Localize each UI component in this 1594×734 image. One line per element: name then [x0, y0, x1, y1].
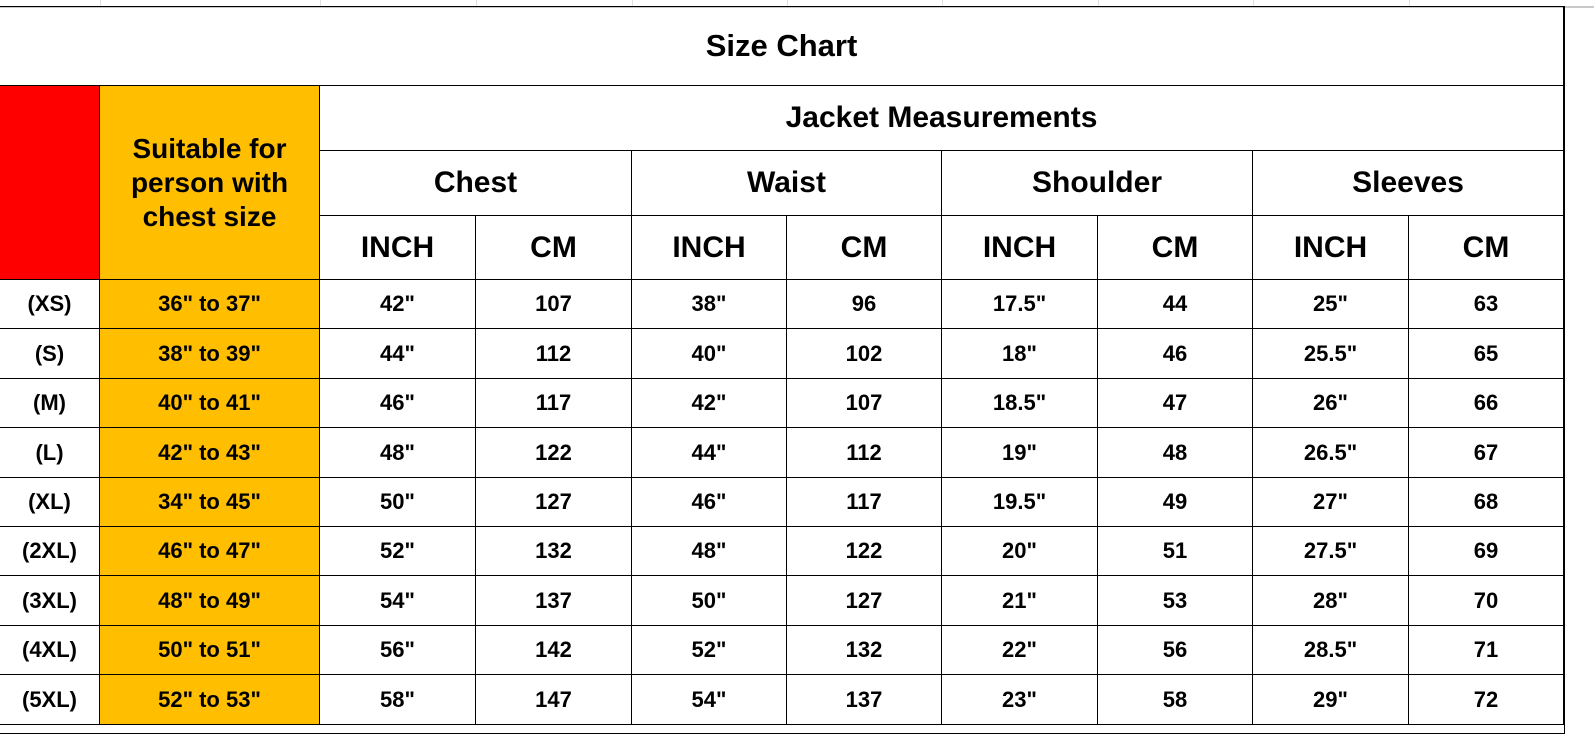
measurement-value: 38"	[632, 280, 787, 329]
measurement-value: 44"	[632, 428, 787, 478]
measurement-value: 67	[1409, 428, 1564, 478]
unit-header-inch: INCH	[1253, 216, 1409, 280]
measurement-value: 21"	[942, 576, 1098, 626]
measurement-value: 46"	[320, 379, 476, 428]
suitable-chest-range: 36" to 37"	[100, 280, 320, 329]
measurement-value: 48"	[632, 527, 787, 576]
measurement-value: 68	[1409, 478, 1564, 527]
measurement-value: 20"	[942, 527, 1098, 576]
suitable-chest-range: 34" to 45"	[100, 478, 320, 527]
measurement-value: 117	[787, 478, 942, 527]
measurement-value: 112	[787, 428, 942, 478]
measurement-value: 102	[787, 329, 942, 379]
measurement-value: 58	[1098, 675, 1253, 725]
measurement-value: 22"	[942, 626, 1098, 675]
size-label: (M)	[0, 379, 100, 428]
measurement-value: 42"	[632, 379, 787, 428]
measurement-value: 27.5"	[1253, 527, 1409, 576]
size-label: (4XL)	[0, 626, 100, 675]
measurement-value: 69	[1409, 527, 1564, 576]
measurement-value: 47	[1098, 379, 1253, 428]
measurement-value: 19"	[942, 428, 1098, 478]
measurement-value: 49	[1098, 478, 1253, 527]
measurement-value: 18.5"	[942, 379, 1098, 428]
measurement-value: 52"	[632, 626, 787, 675]
measurement-value: 28.5"	[1253, 626, 1409, 675]
measurement-value: 112	[476, 329, 632, 379]
size-label: (3XL)	[0, 576, 100, 626]
measurement-value: 23"	[942, 675, 1098, 725]
measurement-value: 122	[476, 428, 632, 478]
measure-header-waist: Waist	[632, 151, 942, 216]
measurement-value: 48	[1098, 428, 1253, 478]
measurement-value: 48"	[320, 428, 476, 478]
unit-header-inch: INCH	[942, 216, 1098, 280]
jacket-measurements-header: Jacket Measurements	[320, 86, 1564, 151]
measure-header-chest: Chest	[320, 151, 632, 216]
suitable-chest-range: 42" to 43"	[100, 428, 320, 478]
measurement-value: 117	[476, 379, 632, 428]
measurement-value: 29"	[1253, 675, 1409, 725]
measurement-value: 132	[787, 626, 942, 675]
unit-header-cm: CM	[1098, 216, 1253, 280]
measurement-value: 52"	[320, 527, 476, 576]
measurement-value: 66	[1409, 379, 1564, 428]
measurement-value: 137	[787, 675, 942, 725]
measurement-value: 127	[787, 576, 942, 626]
unit-header-cm: CM	[1409, 216, 1564, 280]
size-label: (XL)	[0, 478, 100, 527]
size-label: (S)	[0, 329, 100, 379]
red-corner-cell	[0, 86, 100, 280]
measurement-value: 147	[476, 675, 632, 725]
suitable-chest-range: 38" to 39"	[100, 329, 320, 379]
suitable-chest-range: 50" to 51"	[100, 626, 320, 675]
measurement-value: 72	[1409, 675, 1564, 725]
unit-header-inch: INCH	[632, 216, 787, 280]
measurement-value: 25.5"	[1253, 329, 1409, 379]
measurement-value: 107	[787, 379, 942, 428]
measurement-value: 50"	[632, 576, 787, 626]
suitable-chest-range: 46" to 47"	[100, 527, 320, 576]
measurement-value: 44"	[320, 329, 476, 379]
measurement-value: 54"	[632, 675, 787, 725]
measurement-value: 26"	[1253, 379, 1409, 428]
unit-header-cm: CM	[787, 216, 942, 280]
measurement-value: 51	[1098, 527, 1253, 576]
measurement-value: 96	[787, 280, 942, 329]
size-label: (L)	[0, 428, 100, 478]
measurement-value: 58"	[320, 675, 476, 725]
chart-title: Size Chart	[0, 6, 1564, 86]
suitable-header: Suitable for person with chest size	[100, 86, 320, 280]
measurement-value: 65	[1409, 329, 1564, 379]
unit-header-inch: INCH	[320, 216, 476, 280]
measurement-value: 122	[787, 527, 942, 576]
measurement-value: 54"	[320, 576, 476, 626]
measurement-value: 42"	[320, 280, 476, 329]
size-label: (XS)	[0, 280, 100, 329]
measure-header-sleeves: Sleeves	[1253, 151, 1564, 216]
measure-header-shoulder: Shoulder	[942, 151, 1253, 216]
suitable-chest-range: 52" to 53"	[100, 675, 320, 725]
measurement-value: 19.5"	[942, 478, 1098, 527]
measurement-value: 127	[476, 478, 632, 527]
suitable-chest-range: 48" to 49"	[100, 576, 320, 626]
measurement-value: 70	[1409, 576, 1564, 626]
measurement-value: 46"	[632, 478, 787, 527]
measurement-value: 107	[476, 280, 632, 329]
measurement-value: 63	[1409, 280, 1564, 329]
size-label: (2XL)	[0, 527, 100, 576]
measurement-value: 44	[1098, 280, 1253, 329]
measurement-value: 28"	[1253, 576, 1409, 626]
measurement-value: 50"	[320, 478, 476, 527]
measurement-value: 56	[1098, 626, 1253, 675]
measurement-value: 56"	[320, 626, 476, 675]
measurement-value: 25"	[1253, 280, 1409, 329]
measurement-value: 53	[1098, 576, 1253, 626]
measurement-value: 142	[476, 626, 632, 675]
measurement-value: 137	[476, 576, 632, 626]
suitable-chest-range: 40" to 41"	[100, 379, 320, 428]
unit-header-cm: CM	[476, 216, 632, 280]
size-label: (5XL)	[0, 675, 100, 725]
measurement-value: 46	[1098, 329, 1253, 379]
measurement-value: 40"	[632, 329, 787, 379]
measurement-value: 26.5"	[1253, 428, 1409, 478]
measurement-value: 17.5"	[942, 280, 1098, 329]
measurement-value: 27"	[1253, 478, 1409, 527]
measurement-value: 18"	[942, 329, 1098, 379]
measurement-value: 132	[476, 527, 632, 576]
measurement-value: 71	[1409, 626, 1564, 675]
